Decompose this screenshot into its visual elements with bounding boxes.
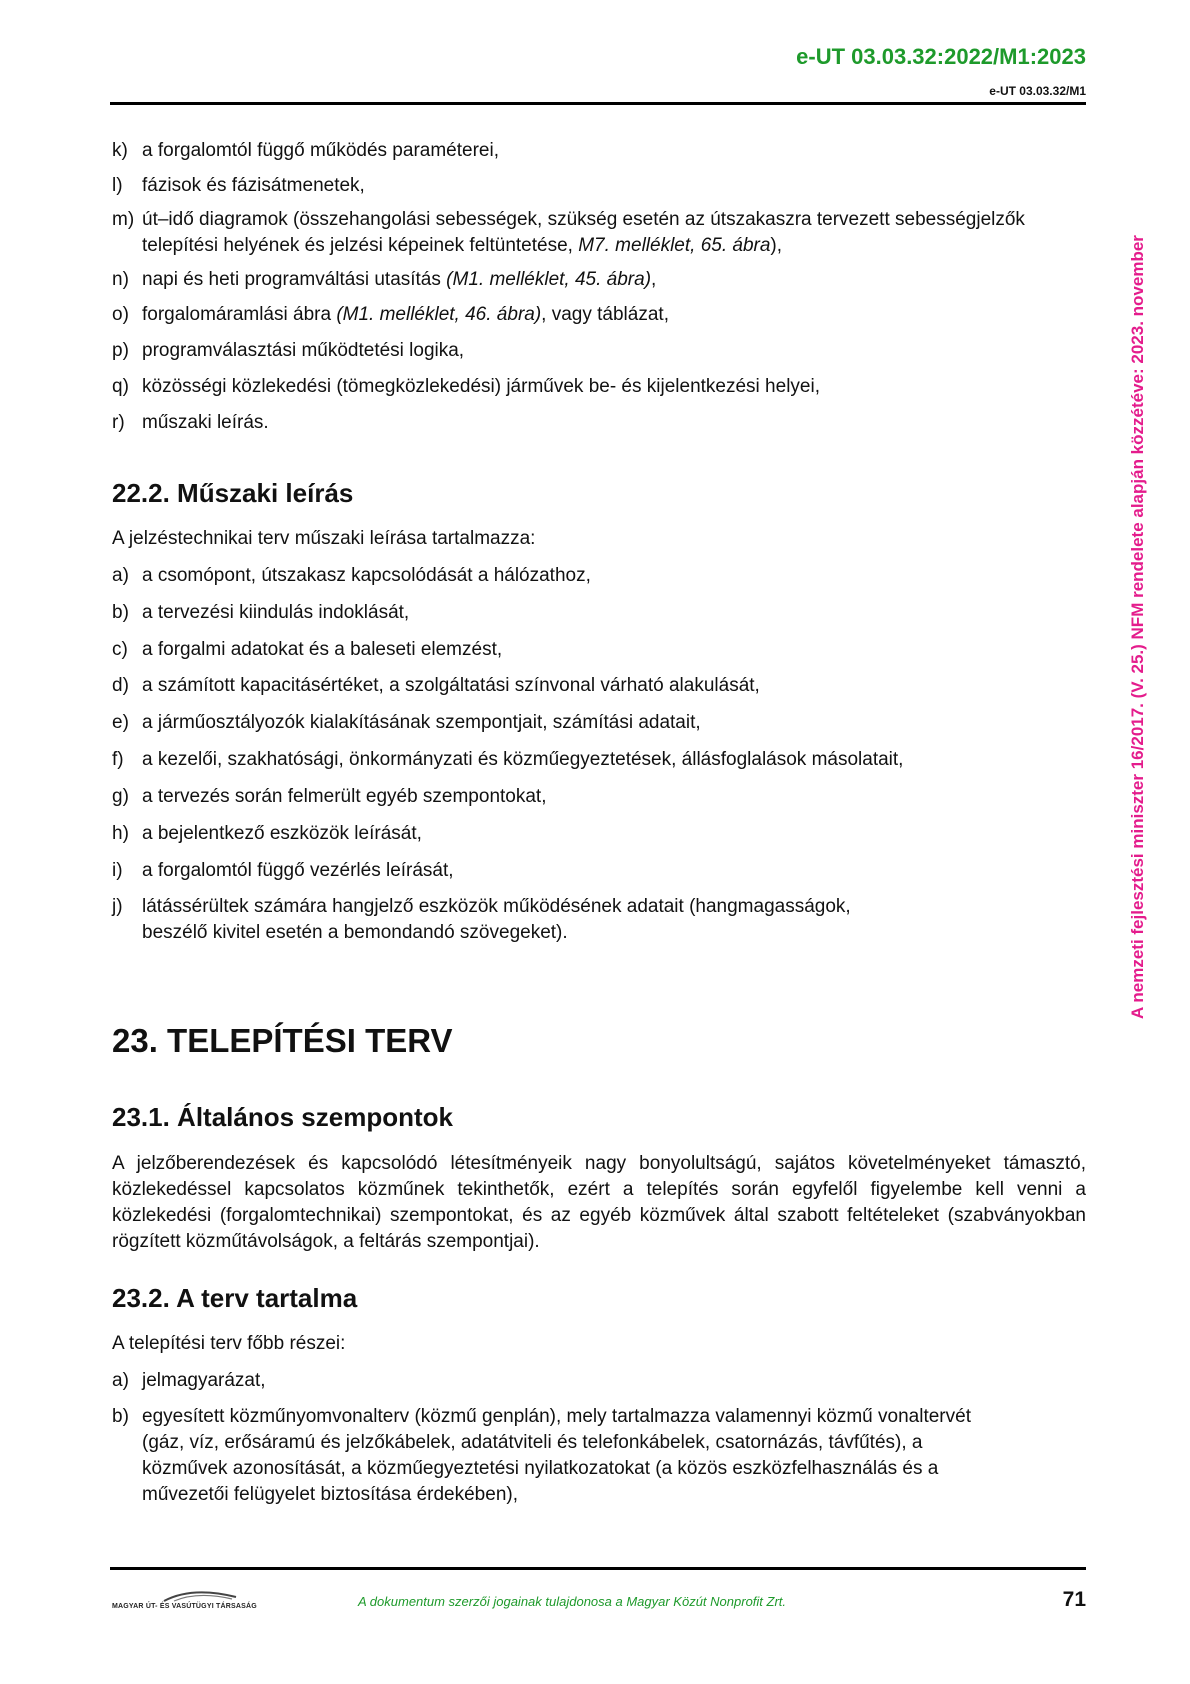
figure-reference: (M1. melléklet, 46. ábra) <box>336 304 542 325</box>
list-item: l) fázisok és fázisátmenetek, <box>112 175 365 196</box>
list-item: k) a forgalomtól függő működés paraméterei, <box>112 140 499 161</box>
list-item: f) a kezelői, szakhatósági, önkormányzati és közműegyeztetések, állásfoglalások másolatait, <box>112 749 904 770</box>
list-item: m) út–idő diagramok (összehangolási sebességek, szükség esetén az útszakaszra tervezett sebességjelzők telepítési helyének és jelzési képeinek feltüntetése, M7. melléklet, 65. ábra), <box>112 209 1025 256</box>
list-item: g) a tervezés során felmerült egyéb szempontokat, <box>112 786 547 807</box>
list-item: b) a tervezési kiindulás indoklását, <box>112 602 410 623</box>
section-heading-23-2: 23.2. A terv tartalma <box>112 1283 358 1313</box>
copyright-notice: A dokumentum szerzői jogainak tulajdonosa a Magyar Közút Nonprofit Zrt. <box>358 1594 787 1609</box>
list-item: c) a forgalmi adatokat és a baleseti elemzést, <box>112 639 503 660</box>
chapter-heading-23: 23. TELEPÍTÉSI TERV <box>112 1022 453 1059</box>
list-item: j) látássérültek számára hangjelző eszközök működésének adatait (hangmagasságok, beszélő kivitel esetén a bemondandó szövegeket). <box>112 896 851 943</box>
section-intro: A jelzéstechnikai terv műszaki leírása tartalmazza: <box>112 528 536 549</box>
list-item: a) a csomópont, útszakasz kapcsolódását a hálózathoz, <box>112 565 591 586</box>
list-item: e) a járműosztályozók kialakításának szempontjait, számítási adatait, <box>112 712 701 733</box>
document-subtitle: e-UT 03.03.32/M1 <box>989 84 1086 98</box>
section-heading-23-1: 23.1. Általános szempontok <box>112 1102 453 1132</box>
section-body: A jelzőberendezések és kapcsolódó létesítményeik nagy bonyolultságú, sajátos követelményeket támasztó, közlekedéssel kapcsolatos közműnek tekinthetők, ezért a telepítés során egyfelől figyelembe kell venni a közlekedési (forgalomtechnikai) szempontokat, és az egyéb közművek által szabott feltételeket (szabványokban rögzített közműtávolságok, a feltárás szempontjai). <box>112 1153 1086 1252</box>
section-heading-22-2: 22.2. Műszaki leírás <box>112 478 354 508</box>
list-item: r) műszaki leírás. <box>112 412 269 433</box>
list-item: h) a bejelentkező eszközök leírását, <box>112 823 422 844</box>
page-number: 71 <box>1062 1588 1086 1611</box>
list-item: q) közösségi közlekedési (tömegközlekedési) járművek be- és kijelentkezési helyei, <box>112 376 820 397</box>
section-intro: A telepítési terv főbb részei: <box>112 1333 346 1354</box>
list-item: a) jelmagyarázat, <box>112 1370 266 1391</box>
logo-arc-icon <box>112 1588 260 1602</box>
list-item: d) a számított kapacitásértéket, a szolgáltatási színvonal várható alakulását, <box>112 675 760 696</box>
footer-rule <box>110 1567 1086 1570</box>
list-item: i) a forgalomtól függő vezérlés leírását, <box>112 860 454 881</box>
header-rule <box>110 102 1086 105</box>
figure-reference: M7. melléklet, 65. ábra <box>578 235 771 256</box>
logo-text: MAGYAR ÚT- ÉS VASÚTÜGYI TÁRSASÁG <box>112 1603 257 1610</box>
publisher-logo <box>112 1588 260 1610</box>
document-id: e-UT 03.03.32:2022/M1:2023 <box>796 44 1086 69</box>
list-item: b) egyesített közműnyomvonalterv (közmű genplán), mely tartalmazza valamennyi közmű vonaltervét (gáz, víz, erősáramú és jelzőkábelek, adatátviteli és telefonkábelek, csatornázás, távfűtés), a közművek azonosítását, a közműegyeztetési nyilatkozatokat (a közös eszközfelhasználás és a művezetői felügyelet biztosítása érdekében), <box>112 1406 971 1505</box>
list-item: n) napi és heti programváltási utasítás (M1. melléklet, 45. ábra), <box>112 269 657 290</box>
list-item: o) forgalomáramlási ábra (M1. melléklet, 46. ábra), vagy táblázat, <box>112 304 669 325</box>
list-item: p) programválasztási működtetési logika, <box>112 340 465 361</box>
publication-side-note: A nemzeti fejlesztési miniszter 16/2017. (V. 25.) NFM rendelete alapján közzétéve: 2023. november <box>1128 235 1147 1019</box>
figure-reference: (M1. melléklet, 45. ábra) <box>446 269 652 290</box>
